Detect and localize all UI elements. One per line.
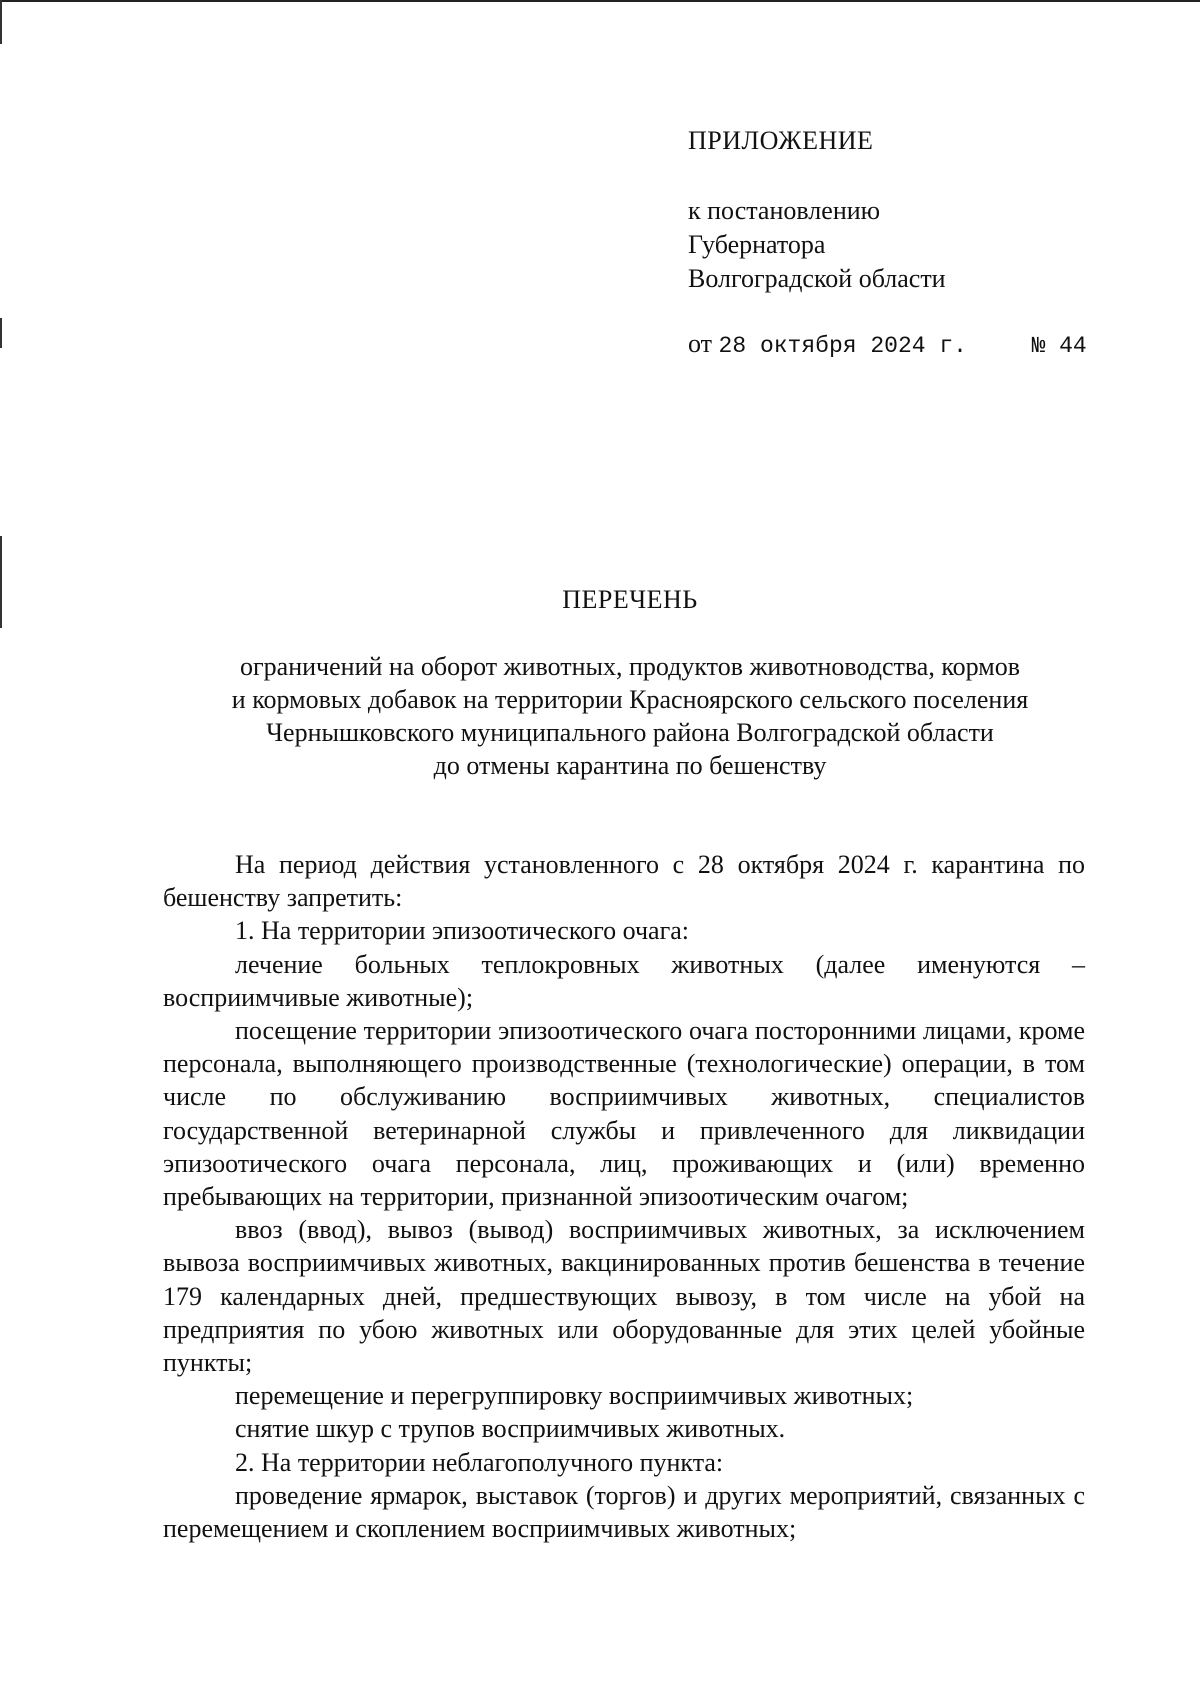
subtitle-line: ограничений на оборот животных, продуктов животноводства, кормов [240,652,1020,681]
paragraph: перемещение и перегруппировку восприимчивых животных; [235,1381,914,1411]
paragraph: лечение больных теплокровных животных (далее именуются – восприимчивые животные); [163,949,1085,1012]
decree-date-line [688,327,1148,363]
appendix-block [688,124,1148,363]
document-subtitle [160,650,1100,782]
date-prefix: от [688,329,713,358]
paragraph: 2. На территории неблагополучного пункта: [235,1447,724,1477]
document-body [163,848,1085,1545]
document-title: ПЕРЕЧЕНЬ [562,585,698,614]
subtitle-line: Чернышковского муниципального района Волгоградской области [266,718,994,747]
subtitle-line: и кормовых добавок на территории Красноярского сельского поселения [231,685,1029,714]
paragraph: снятие шкур с трупов восприимчивых животных. [235,1414,786,1444]
subtitle-line: до отмены карантина по бешенству [433,751,827,780]
scan-left-mark [0,0,2,44]
paragraph: проведение ярмарок, выставок (торгов) и других мероприятий, связанных с перемещением и скоплением восприимчивых животных; [163,1480,1085,1544]
paragraph: 1. На территории эпизоотического очага: [235,916,690,946]
paragraph: ввоз (ввод), вывоз (вывод) восприимчивых животных, за исключением вывоза восприимчивых животных, вакцинированных против бешенства в течение 179 календарных дней, предшествующих вывозу, в том числе на убой на предприятия по убою животных или оборудованные для этих целей убойные пункты; [163,1215,1085,1378]
appendix-title: ПРИЛОЖЕНИЕ [688,126,874,155]
scan-left-mark [0,536,2,628]
paragraph: На период действия установленного с 28 октября 2024 г. карантина по бешенству запретить: [163,850,1085,913]
decree-number: № 44 [1031,333,1087,359]
decree-date: 28 октября 2024 г. [718,333,967,359]
scan-top-edge [0,0,1200,2]
appendix-to-line: Волгоградской области [688,264,946,293]
appendix-to-line: Губернатора [688,230,826,259]
paragraph: посещение территории эпизоотического очага посторонними лицами, кроме персонала, выполняющего производственные (технологические) операции, в том числе по обслуживанию восприимчивых животных, специалистов государственной ветеринарной службы и привлеченного для ликвидации эпизоотического очага персонала, лиц, проживающих и (или) временно пребывающих на территории, признанной эпизоотическим очагом; [163,1016,1085,1212]
scan-left-mark [0,318,2,348]
appendix-to-line: к постановлению [688,196,881,225]
